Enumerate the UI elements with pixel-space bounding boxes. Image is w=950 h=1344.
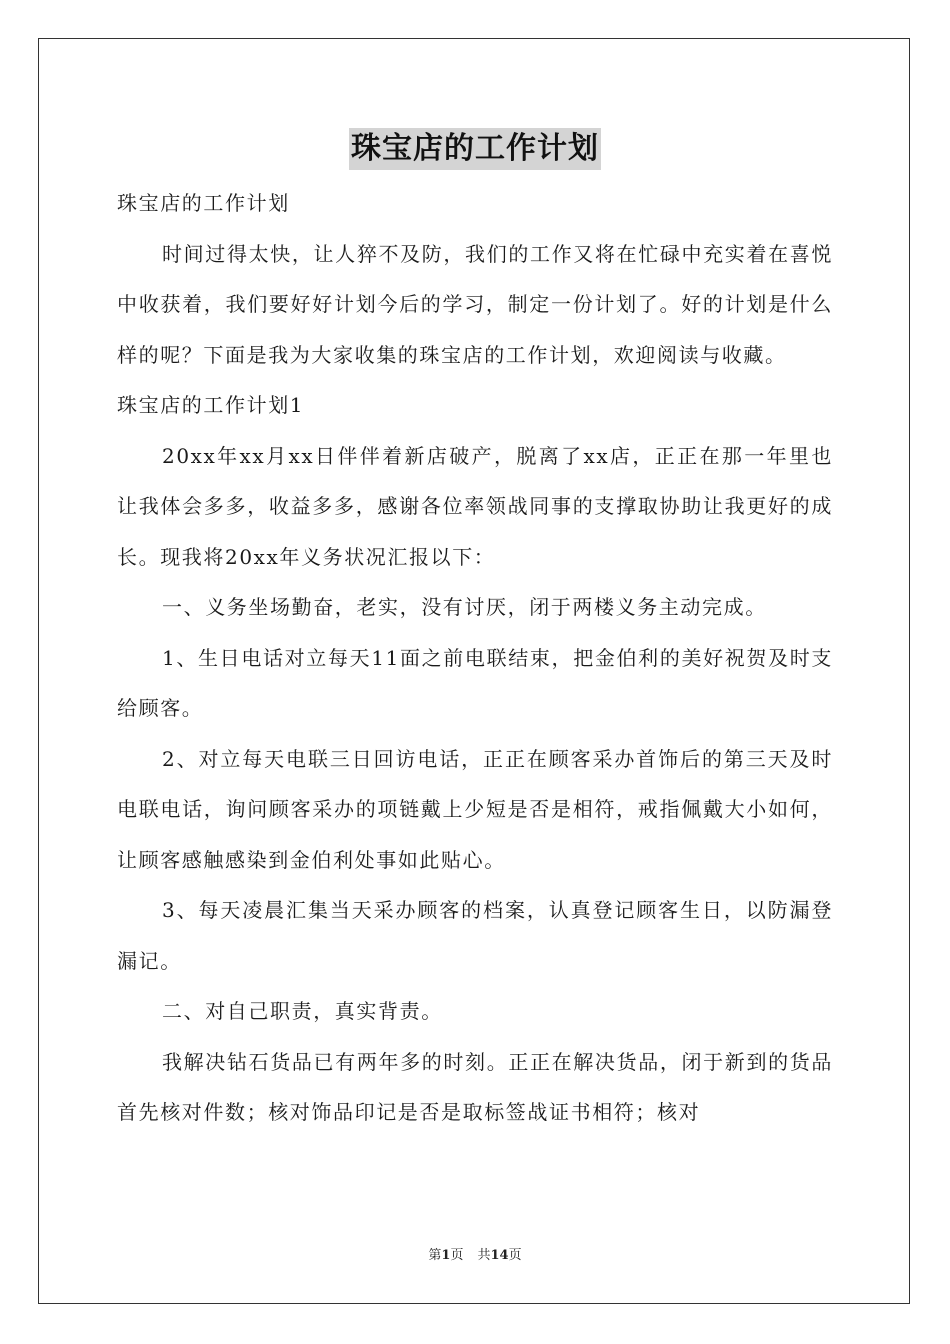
paragraph: 一、义务坐场勤奋，老实，没有讨厌，闭于两楼义务主动完成。 — [162, 595, 767, 619]
document-body — [117, 178, 833, 1138]
paragraph: 1、生日电话对立每天11面之前电联结束，把金伯利的美好祝贺及时支给顾客。 — [117, 645, 833, 720]
paragraph: 珠宝店的工作计划1 — [117, 393, 305, 417]
paragraph: 2、对立每天电联三日回访电话，正正在顾客采办首饰后的第三天及时电联电话，询问顾客采办的项链戴上少短是否是相符，戒指佩戴大小如何，让顾客感触感染到金伯利处事如此贴心。 — [117, 746, 833, 872]
paragraph: 二、对自己职责，真实背责。 — [162, 999, 443, 1023]
paragraph: 时间过得太快，让人猝不及防，我们的工作又将在忙碌中充实着在喜悦中收获着，我们要好好计划今后的学习，制定一份计划了。好的计划是什么样的呢？下面是我为大家收集的珠宝店的工作计划，欢迎阅读与收藏。 — [117, 241, 833, 367]
page-suffix: 页 — [450, 1248, 464, 1263]
title-container — [0, 128, 950, 170]
paragraph: 珠宝店的工作计划 — [117, 191, 290, 215]
total-suffix: 页 — [508, 1248, 522, 1263]
page-prefix: 第 — [428, 1248, 442, 1263]
document-title: 珠宝店的工作计划 — [349, 128, 601, 170]
page-current: 1 — [441, 1248, 451, 1263]
paragraph: 我解决钻石货品已有两年多的时刻。正正在解决货品，闭于新到的货品首先核对件数；核对饰品印记是否是取标签战证书相符；核对 — [117, 1049, 833, 1124]
total-prefix: 共 — [477, 1248, 491, 1263]
page-footer — [0, 1246, 950, 1266]
paragraph: 3、每天凌晨汇集当天采办顾客的档案，认真登记顾客生日，以防漏登漏记。 — [117, 898, 833, 973]
page-total: 14 — [490, 1248, 509, 1263]
paragraph: 20xx年xx月xx日伴伴着新店破产，脱离了xx店，正正在那一年里也让我体会多多，收益多多，感谢各位率领战同事的支撑取协助让我更好的成长。现我将20xx年义务状况汇报以下： — [117, 443, 833, 569]
